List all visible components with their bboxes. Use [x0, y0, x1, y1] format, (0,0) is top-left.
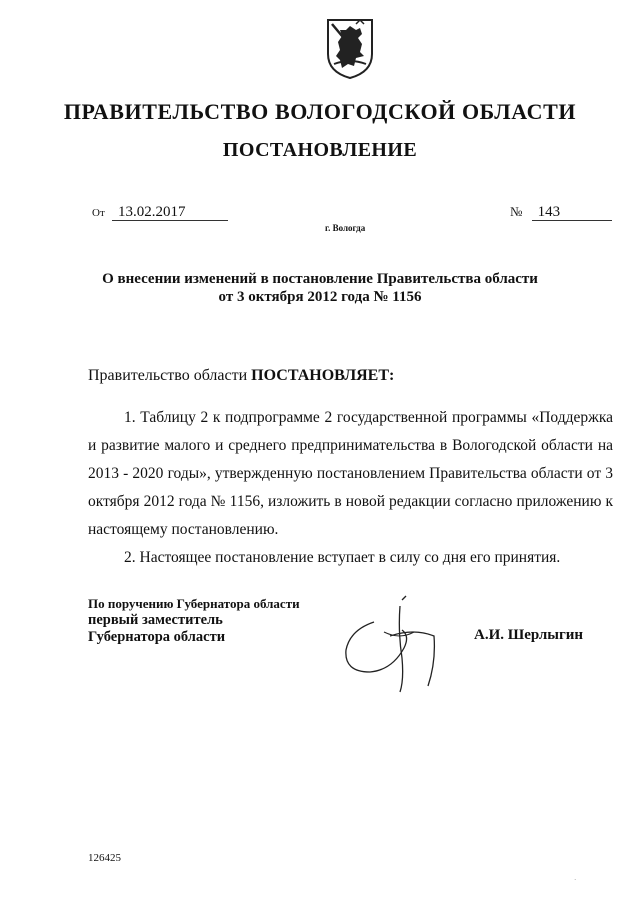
document-type-title: ПОСТАНОВЛЕНИЕ — [222, 139, 418, 161]
number-field — [510, 204, 612, 221]
number-prefix: № — [510, 204, 523, 219]
signatory-line-3: Губернатора области — [88, 629, 226, 645]
footer-mark: · — [574, 876, 577, 884]
government-title: ПРАВИТЕЛЬСТВО ВОЛОГОДСКОЙ ОБЛАСТИ — [63, 99, 577, 124]
document-subject — [0, 270, 640, 306]
city-label: г. Вологда — [325, 223, 366, 233]
document-body — [88, 404, 613, 572]
preamble-text: Правительство области — [88, 367, 252, 384]
signatory-line-1: По поручению Губернатора области — [88, 596, 300, 611]
paragraph-1: 1. Таблицу 2 к подпрограмме 2 государственной программы «Поддержка и развитие малого и среднего предпринимательства в Вологодской области на 2013 - 2020 годы», утвержденную постановлением Правительства области от 3 октября 2012 года № 1156, изложить в новой редакции согласно приложению к настоящему постановлению. — [88, 409, 613, 538]
document-code: 126425 — [88, 852, 121, 864]
preamble — [88, 367, 394, 385]
handwritten-signature-icon — [330, 592, 450, 697]
date-field — [92, 204, 228, 221]
number-value: 143 — [532, 204, 612, 221]
preamble-keyword: ПОСТАНОВЛЯЕТ: — [251, 367, 395, 384]
subject-line-1: О внесении изменений в постановление Правительства области — [102, 271, 538, 287]
date-prefix: От — [92, 207, 105, 219]
signatory-line-2: первый заместитель — [88, 612, 223, 628]
subject-line-2: от 3 октября 2012 года № 1156 — [218, 289, 422, 305]
coat-of-arms-icon — [326, 18, 374, 80]
signatory-position — [88, 595, 300, 646]
paragraph-2: 2. Настоящее постановление вступает в силу со дня его принятия. — [124, 549, 561, 566]
signer-name: А.И. Шерлыгин — [474, 627, 584, 643]
date-value: 13.02.2017 — [112, 204, 228, 221]
